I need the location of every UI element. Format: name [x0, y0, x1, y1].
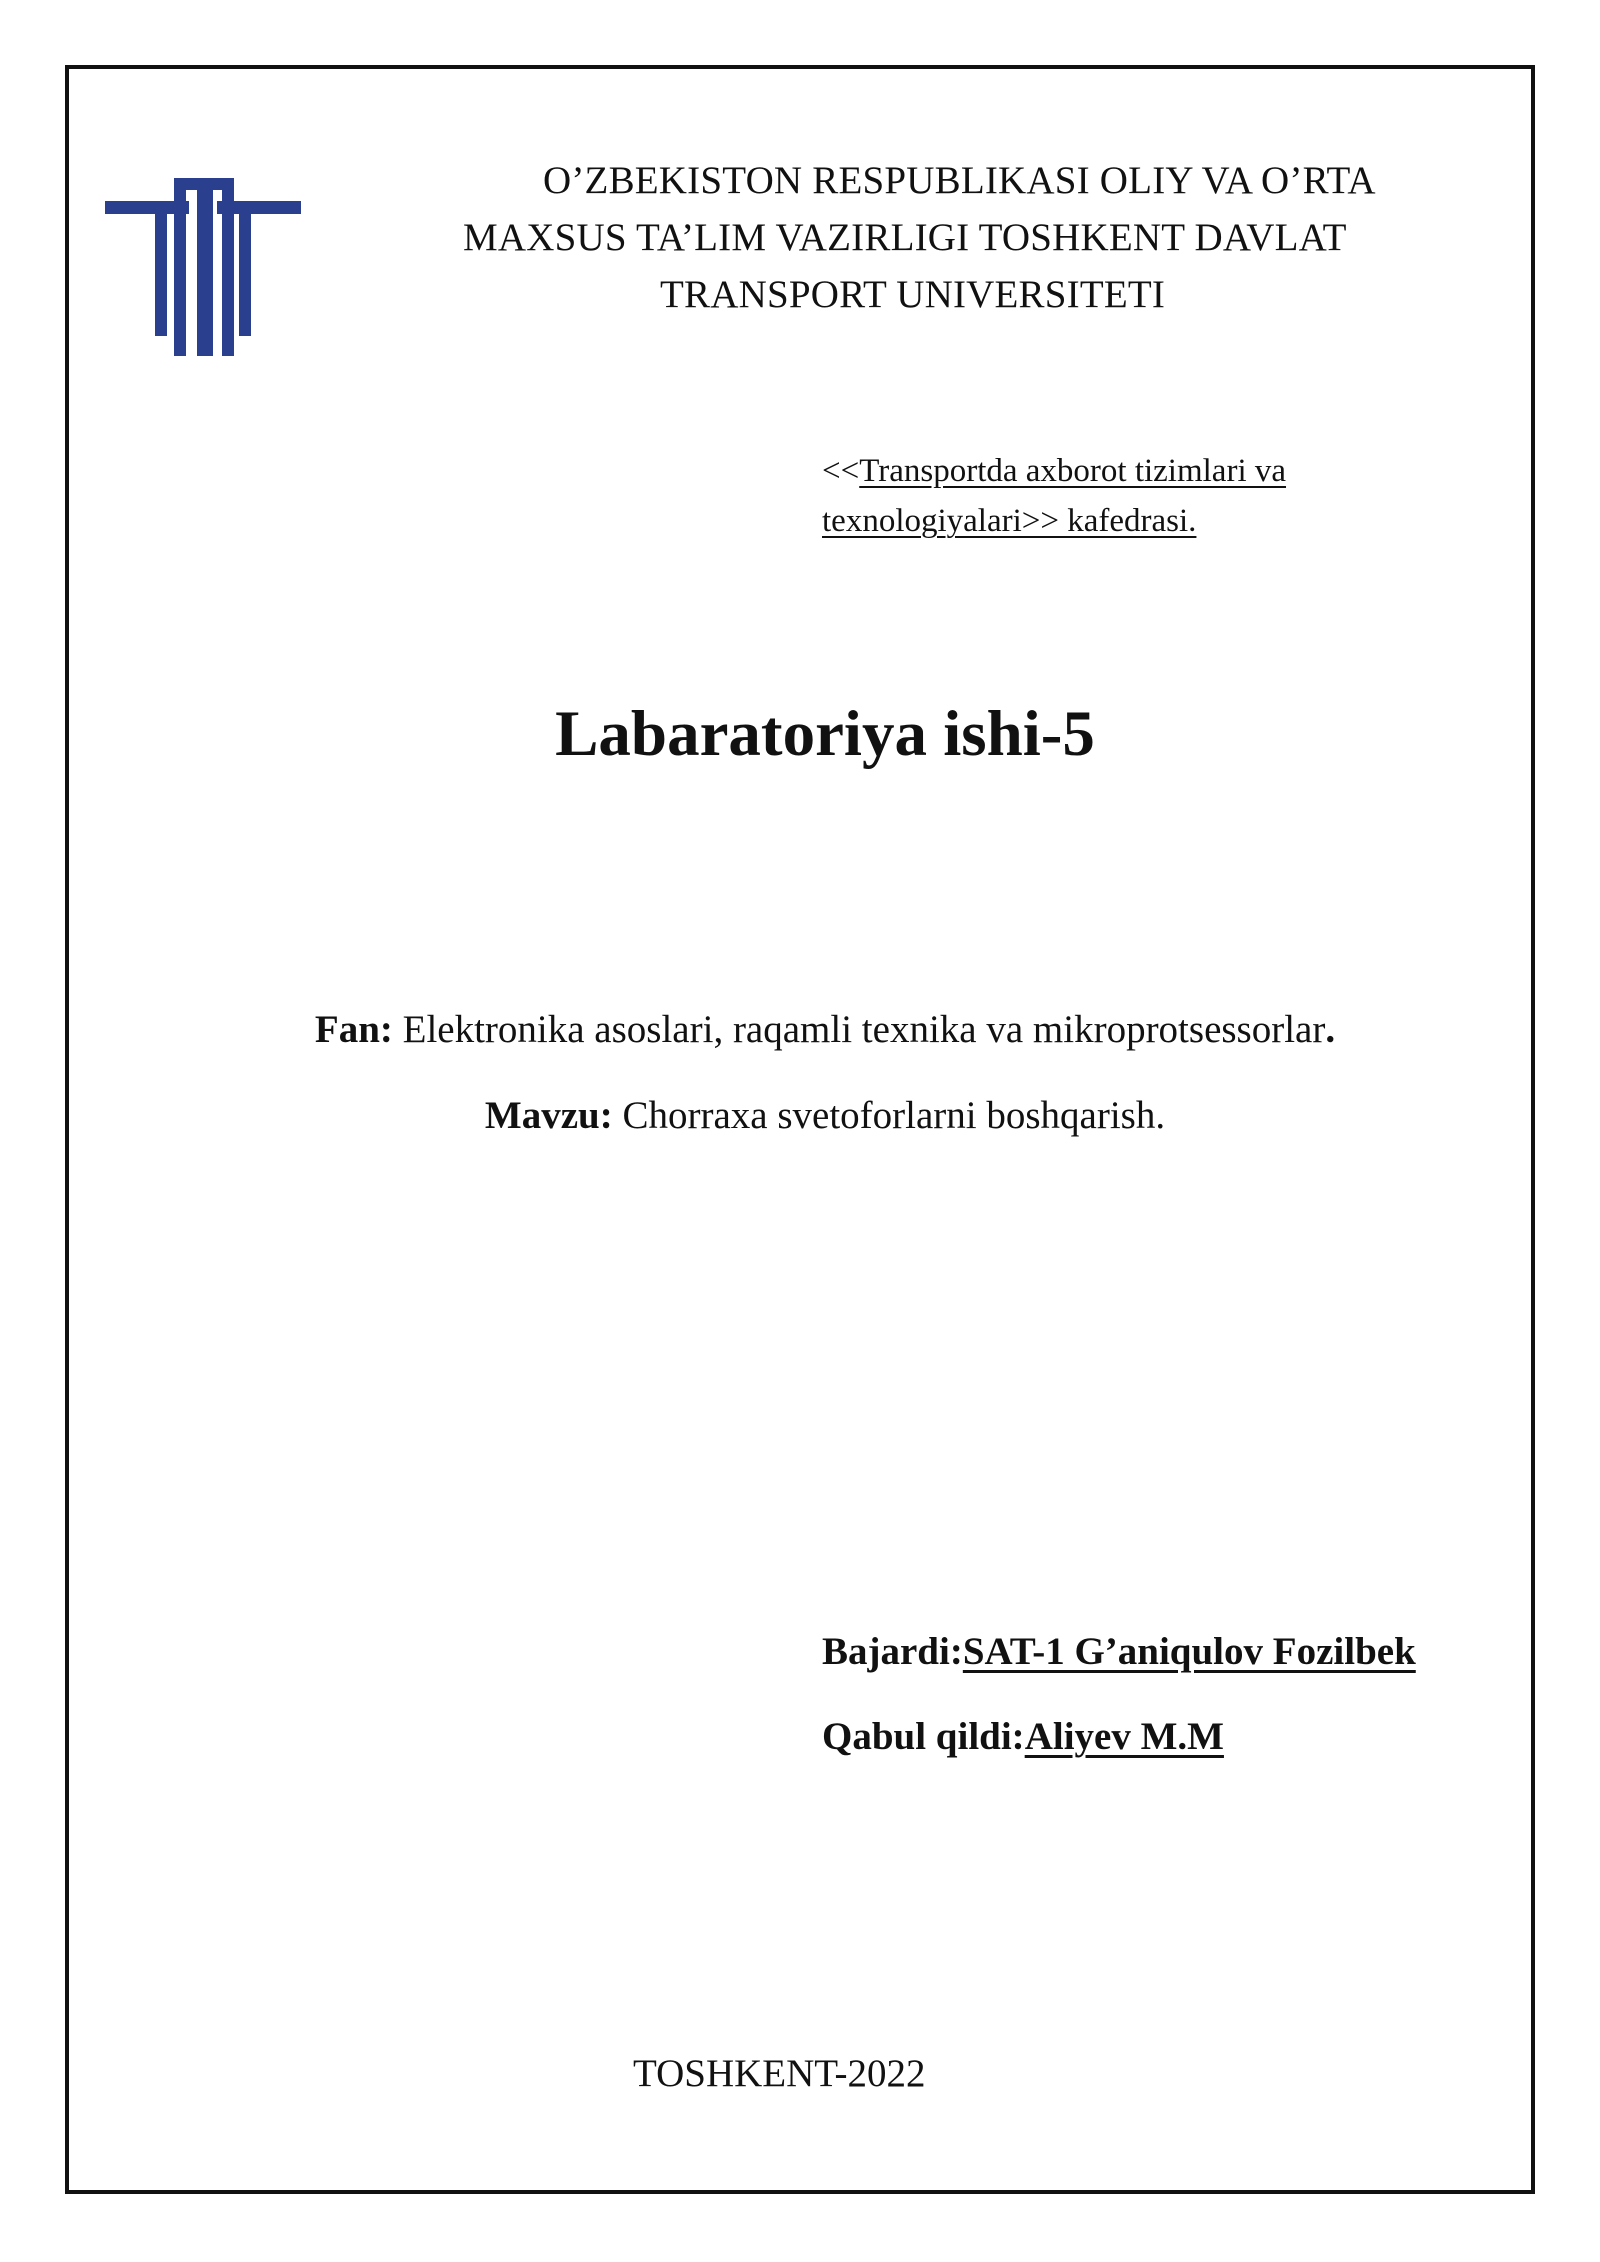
performed-by-value: SAT-1 G’aniqulov Fozilbek — [962, 1630, 1416, 1673]
subject-value: Elektronika asoslari, raqamli texnika va mikroprotsessorlar — [392, 1008, 1326, 1051]
performed-by-label: Bajardi: — [822, 1630, 963, 1673]
department-underlined: Transportda axborot tizimlari va — [859, 453, 1287, 489]
header-line-2: MAXSUS TA’LIM VAZIRLIGI TOSHKENT DAVLAT — [463, 216, 1347, 259]
topic-value: Chorraxa svetoforlarni boshqarish. — [612, 1094, 1166, 1137]
topic-label: Mavzu: — [484, 1094, 613, 1137]
topic-line — [0, 1091, 1600, 1141]
accepted-by-label: Qabul qildi: — [822, 1715, 1025, 1758]
department-name — [822, 446, 1286, 546]
performed-by-line — [822, 1627, 1416, 1677]
subject-label: Fan: — [314, 1008, 393, 1051]
accepted-by-value: Aliyev M.M — [1024, 1715, 1224, 1758]
university-logo — [105, 178, 301, 356]
city-year-footer: TOSHKENT-2022 — [633, 2052, 926, 2095]
accepted-by-line — [822, 1712, 1224, 1762]
header-line-1: O’ZBEKISTON RESPUBLIKASI OLIY VA O’RTA — [543, 159, 1376, 202]
department-line-1 — [822, 446, 1286, 496]
document-title: Labaratoriya ishi-5 — [555, 698, 1095, 770]
department-prefix: << — [822, 453, 860, 489]
header-line-3: TRANSPORT UNIVERSITETI — [660, 273, 1166, 316]
subject-line — [0, 1005, 1600, 1055]
subject-period: . — [1325, 1008, 1336, 1051]
department-line-2: texnologiyalari>> kafedrasi. — [822, 503, 1197, 539]
